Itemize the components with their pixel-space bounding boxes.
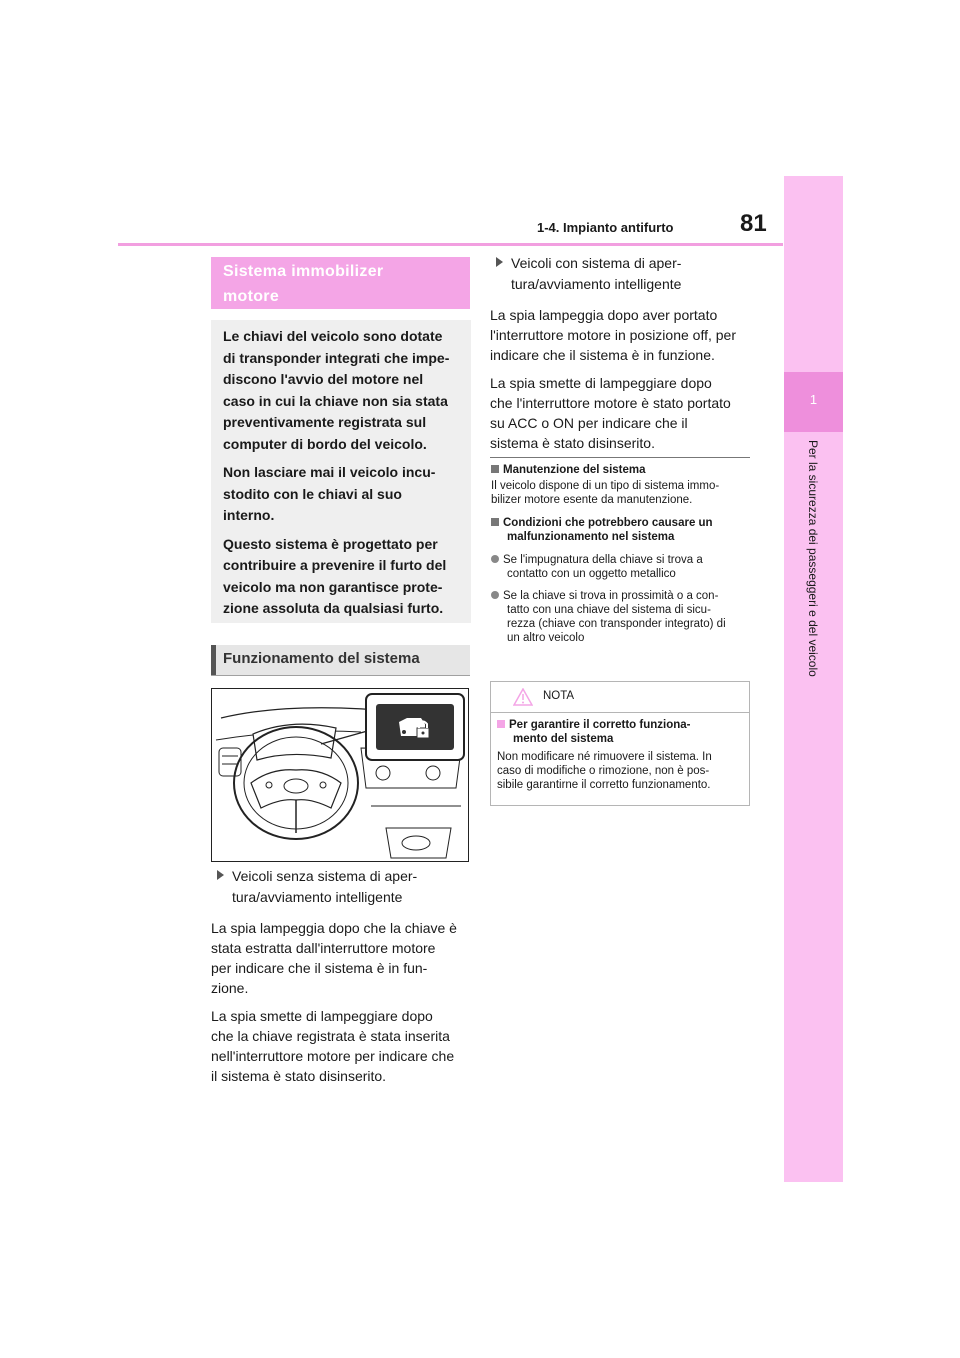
line: zione assoluta da qualsiasi furto. [223, 600, 444, 616]
line: nell'interruttore motore per indicare che [211, 1048, 455, 1064]
line: contribuire a prevenire il furto del [223, 557, 447, 573]
section-title: Funzionamento del sistema [223, 650, 420, 667]
line: Non modificare né rimuovere il sistema. In [497, 751, 712, 763]
info-paragraph-2 [223, 462, 461, 527]
line: indicare che il sistema è in funzione. [490, 347, 715, 363]
line: Veicoli senza sistema di aper- [232, 868, 418, 884]
line: Per garantire il corretto funziona- [509, 719, 691, 731]
line: un altro veicolo [507, 632, 585, 644]
immobilizer-info-box [211, 320, 471, 623]
line: rezza (chiave con transponder integrato) di [507, 618, 726, 630]
line: che la chiave registrata è stata inserita [211, 1028, 450, 1044]
line: Questo sistema è progettato per [223, 535, 438, 552]
section-title-line1: Sistema immobilizer [223, 263, 384, 280]
note-title [491, 463, 756, 477]
notes-block [491, 463, 756, 645]
line: l'interruttore motore in posizione off, per [490, 327, 736, 343]
line: Veicoli con sistema di aper- [511, 255, 682, 271]
square-bullet-icon [491, 518, 499, 526]
line: che l'interruttore motore è stato portato [490, 395, 731, 411]
dashboard-drawing [211, 688, 469, 862]
chapter-title: 1-4. Impianto antifurto [537, 220, 674, 235]
line: preventivamente registrata sul [223, 414, 427, 430]
line: computer di bordo del veicolo. [223, 435, 427, 452]
paragraph [490, 305, 756, 365]
square-bullet-icon [491, 465, 499, 473]
line: Le chiavi del veicolo sono dotate [223, 328, 443, 344]
nota-text [497, 750, 743, 792]
line: bilizer motore esente da manutenzione. [491, 494, 693, 506]
page-number: 81 [740, 210, 767, 237]
line: interno. [223, 507, 275, 523]
line: contatto con un oggetto metallico [507, 568, 676, 580]
line: per indicare che il sistema è in fun- [211, 960, 428, 976]
line: Non lasciare mai il veicolo incu- [223, 464, 436, 480]
warning-icon [513, 688, 533, 706]
paragraph [490, 373, 756, 453]
nota-box [490, 681, 750, 806]
line: caso di modifiche o rimozione, non è pos- [497, 765, 710, 777]
nota-title [497, 718, 743, 746]
nota-header [491, 682, 749, 713]
line: mento del sistema [513, 733, 614, 745]
round-bullet-icon [491, 555, 499, 563]
dashboard-illustration [211, 688, 469, 862]
line: tatto con una chiave del sistema di sicu- [507, 604, 711, 616]
paragraph [211, 918, 477, 998]
line: caso in cui la chiave non sia stata [223, 392, 448, 409]
bullet-heading [496, 253, 756, 295]
line: sistema è stato disinserito. [490, 435, 655, 451]
line: stodito con le chiavi al suo [223, 485, 402, 502]
section-title-line2: motore [223, 288, 280, 305]
note-list-item [491, 553, 756, 581]
line: zione. [211, 980, 249, 996]
line: il sistema è stato disinserito. [211, 1068, 387, 1084]
line: Se l'impugnatura della chiave si trova a [503, 554, 703, 566]
line: La spia smette di lampeggiare dopo [211, 1008, 433, 1024]
line: La spia lampeggia dopo che la chiave è [211, 920, 457, 936]
info-paragraph-3 [223, 534, 461, 620]
note-title [491, 516, 756, 544]
line: La spia smette di lampeggiare dopo [490, 375, 712, 391]
line: su ACC o ON per indicare che il [490, 415, 688, 431]
line: Il veicolo dispone di un tipo di sistema immo- [491, 480, 720, 492]
line: veicolo ma non garantisce prote- [223, 578, 443, 595]
bullet-heading [217, 866, 477, 908]
right-column-text [490, 253, 756, 453]
line: tura/avviamento intelligente [511, 276, 682, 292]
square-bullet-icon [497, 720, 505, 728]
triangle-bullet-icon [217, 870, 224, 880]
nota-label: NOTA [543, 690, 575, 702]
line: stata estratta dall'interruttore motore [211, 940, 436, 956]
section-header-immobilizer [211, 257, 470, 309]
line: Se la chiave si trova in prossimità o a con- [503, 590, 719, 602]
line: malfunzionamento nel sistema [507, 531, 675, 543]
line: sibile garantirne il corretto funzionamento. [497, 779, 711, 791]
security-indicator-lock-icon [399, 718, 429, 738]
line: discono l'avvio del motore nel [223, 371, 424, 387]
line: La spia lampeggia dopo aver portato [490, 307, 718, 323]
paragraph [211, 1006, 477, 1086]
divider [490, 457, 750, 458]
line: Manutenzione del sistema [503, 464, 646, 476]
note-text [491, 479, 756, 507]
section-header-funzionamento [211, 645, 470, 676]
header-rule [118, 243, 783, 246]
left-column-text [211, 866, 477, 1086]
section-header-bar [211, 645, 216, 675]
line: tura/avviamento intelligente [232, 889, 403, 905]
note-list-item [491, 589, 756, 645]
round-bullet-icon [491, 591, 499, 599]
triangle-bullet-icon [496, 257, 503, 267]
line: di transponder integrati che impe- [223, 349, 450, 366]
side-tab-chapter-label: Per la sicurezza dei passeggeri e del veicolo [806, 440, 820, 677]
info-paragraph-1 [223, 326, 461, 455]
line: Condizioni che potrebbero causare un [503, 517, 713, 529]
side-tab-chapter-number: 1 [809, 392, 818, 407]
nota-body [491, 713, 749, 792]
